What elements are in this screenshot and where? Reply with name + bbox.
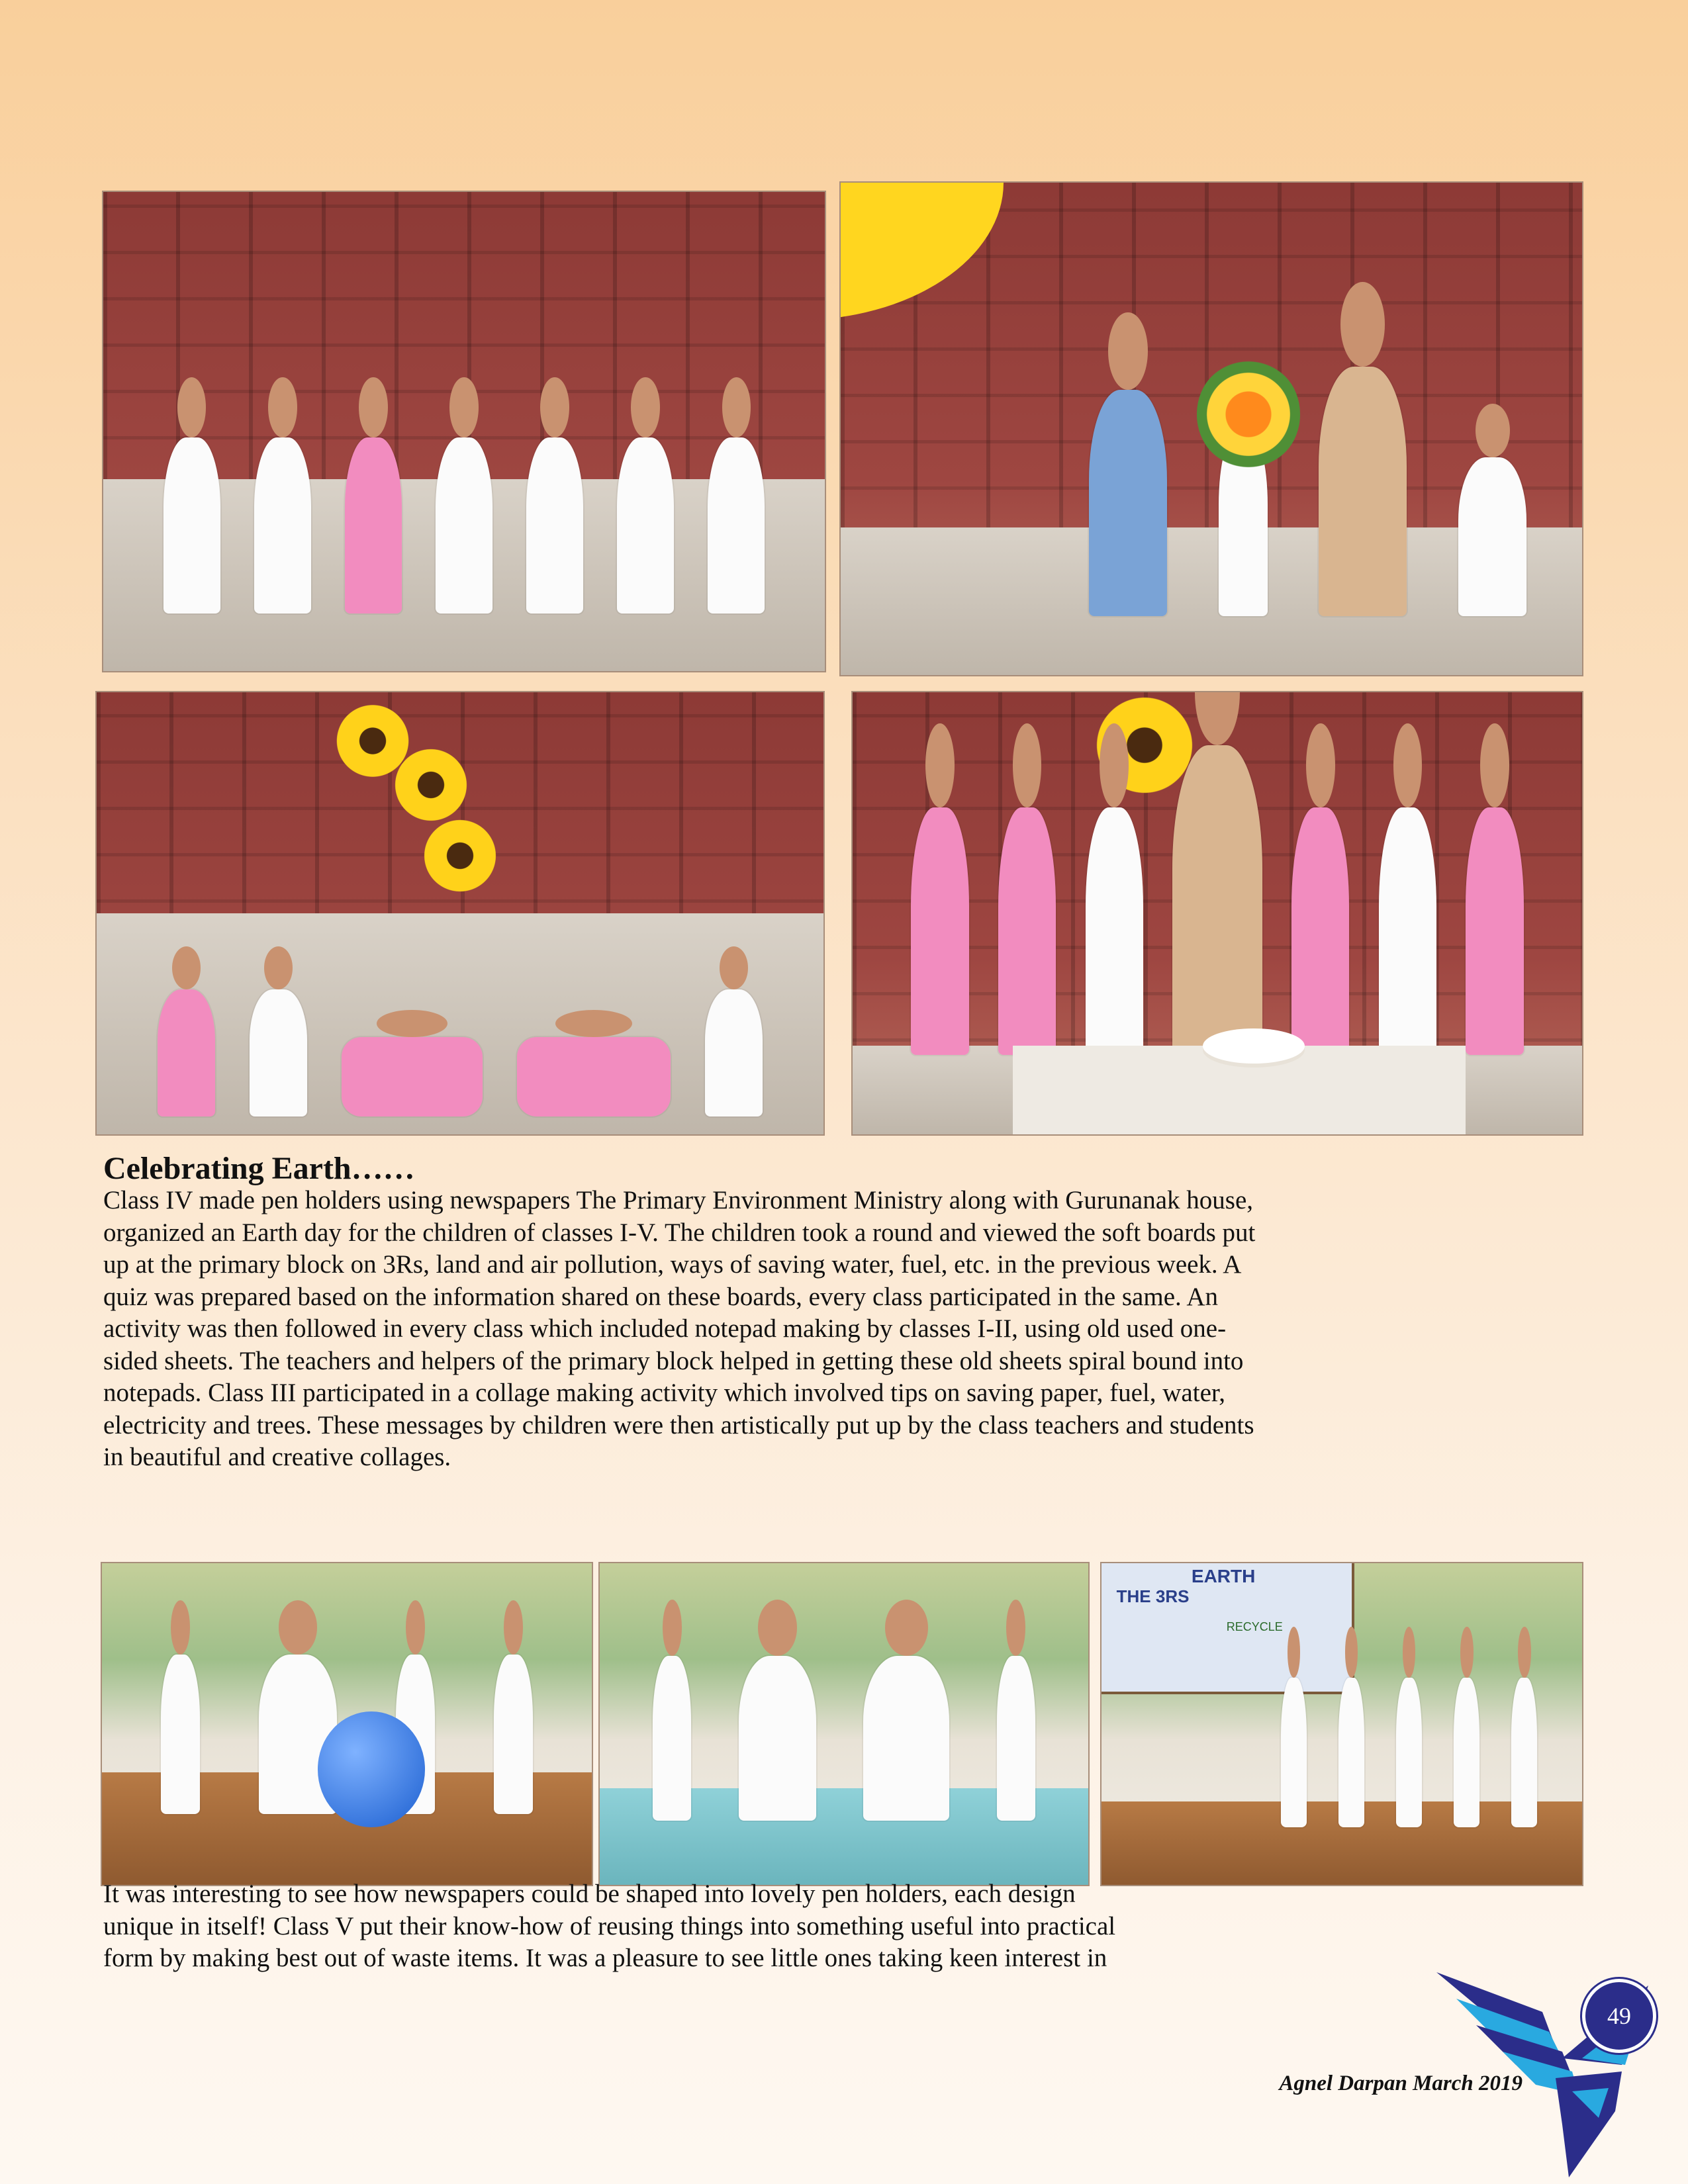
photo-bouquet-welcome [839, 181, 1583, 676]
paragraph-line: electricity and trees. These messages by children were then artistically put up by the class teachers and students [103, 1410, 1254, 1439]
paragraph-line: quiz was prepared based on the information shared on these boards, every class participated in the same. An [103, 1282, 1219, 1311]
paragraph-line: activity was then followed in every class which included notepad making by classes I-II, using old used one- [103, 1314, 1227, 1343]
board-earth-text: EARTH [1191, 1565, 1256, 1586]
paragraph-line: form by making best out of waste items. It was a pleasure to see little ones taking keen interest in [103, 1944, 1107, 1972]
photo-classroom-craft [598, 1562, 1090, 1886]
article-paragraph-1 [103, 1185, 1593, 1474]
magazine-footer: Agnel Darpan March 2019 [1279, 2071, 1523, 2095]
paragraph-line: up at the primary block on 3Rs, land and air pollution, ways of saving water, fuel, etc. in the previous week. A [103, 1250, 1242, 1279]
photo-cake-cutting [851, 691, 1583, 1136]
photo-children-dance [102, 191, 826, 672]
paragraph-line: in beautiful and creative collages. [103, 1443, 451, 1471]
page-number: 49 [1582, 1979, 1656, 2053]
paragraph-line: notepads. Class III participated in a collage making activity which involved tips on saving paper, fuel, water, [103, 1379, 1226, 1407]
paragraph-line: It was interesting to see how newspapers could be shaped into lovely pen holders, each design [103, 1880, 1076, 1908]
photo-classroom-balloon [101, 1562, 593, 1886]
paragraph-line: organized an Earth day for the children of classes I-V. The children took a round and viewed the soft boards put [103, 1218, 1256, 1247]
paragraph-line: Class IV made pen holders using newspapers The Primary Environment Ministry along with Gurunanak house, [103, 1186, 1254, 1214]
photo-children-lying [95, 691, 825, 1136]
paragraph-line: unique in itself! Class V put their know-how of reusing things into something useful into practical [103, 1911, 1116, 1940]
paragraph-line: sided sheets. The teachers and helpers of the primary block helped in getting these old sheets spiral bound into [103, 1346, 1244, 1375]
article-paragraph-2 [103, 1878, 1440, 1975]
board-3rs-text: THE 3RS [1116, 1586, 1190, 1606]
photo-earth-3rs-display [1100, 1562, 1583, 1886]
board-recycle-text: RECYCLE [1226, 1619, 1283, 1633]
article-title: Celebrating Earth…… [103, 1151, 415, 1186]
